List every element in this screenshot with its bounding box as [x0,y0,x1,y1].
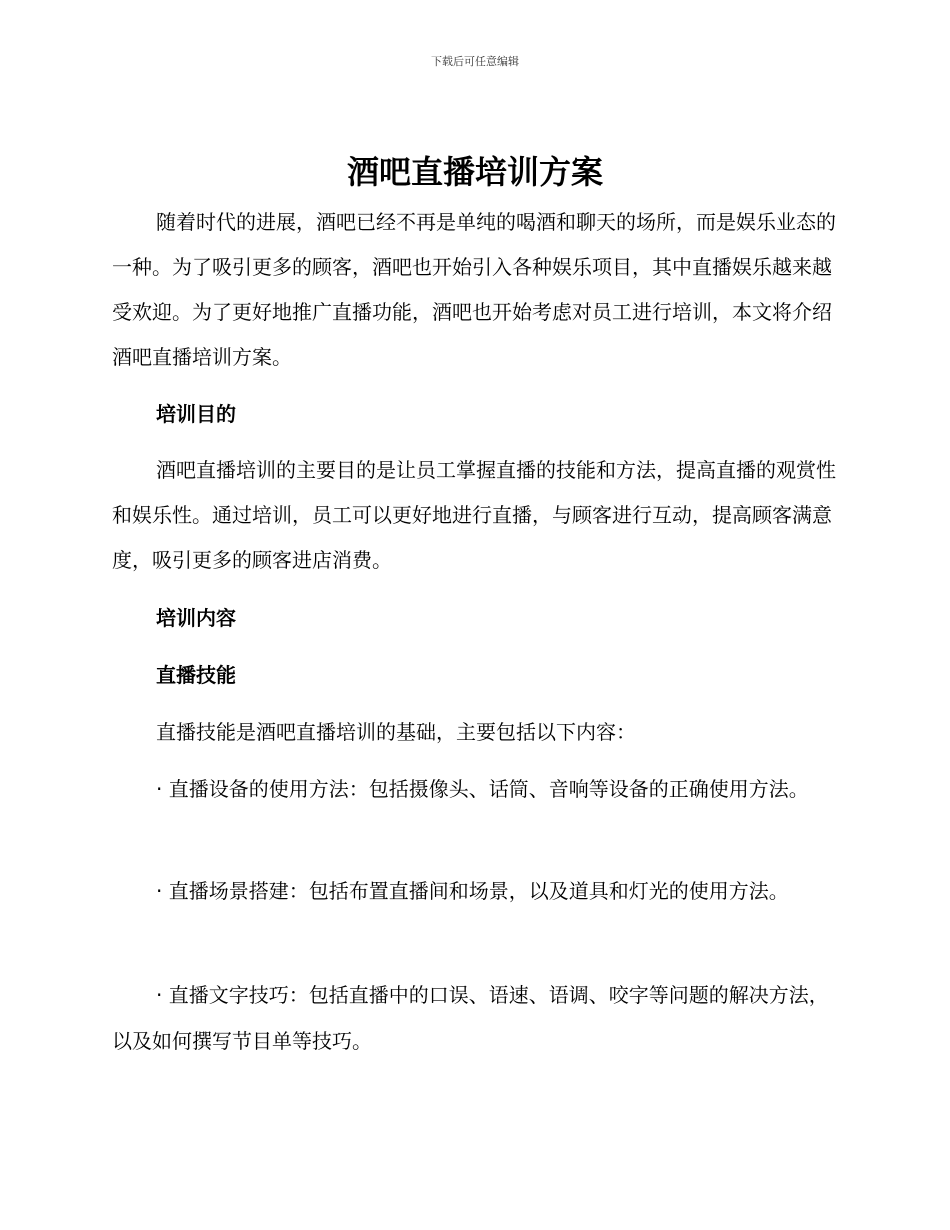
section-heading-goal: 培训目的 [156,402,236,426]
page-header-note: 下载后可任意编辑 [431,55,519,68]
section-heading-skills: 直播技能 [156,663,236,687]
section-heading-content: 培训内容 [156,606,236,630]
skills-bullet-item: · 直播设备的使用方法：包括摄像头、话筒、音响等设备的正确使用方法。 [156,777,809,801]
document-title: 酒吧直播培训方案 [346,153,603,191]
intro-paragraph: 随着时代的进展，酒吧已经不再是单纯的喝酒和聊天的场所，而是娱乐业态的一种。为了吸引更多的顾客，酒吧也开始引入各种娱乐项目，其中直播娱乐越来越受欢迎。为了更好地推广直播功能，酒吧也开始考虑对员工进行培训，本文将介绍酒吧直播培训方案。 [112,210,836,369]
skills-bullet-item: · 直播场景搭建：包括布置直播间和场景，以及道具和灯光的使用方法。 [156,879,789,903]
skills-intro-paragraph: 直播技能是酒吧直播培训的基础，主要包括以下内容： [156,720,636,744]
goal-paragraph: 酒吧直播培训的主要目的是让员工掌握直播的技能和方法，提高直播的观赏性和娱乐性。通过培训，员工可以更好地进行直播，与顾客进行互动，提高顾客满意度，吸引更多的顾客进店消费。 [112,458,836,572]
skills-bullet-item: · 直播文字技巧：包括直播中的口误、语速、语调、咬字等问题的解决方法，以及如何撰写节目单等技巧。 [112,983,829,1053]
